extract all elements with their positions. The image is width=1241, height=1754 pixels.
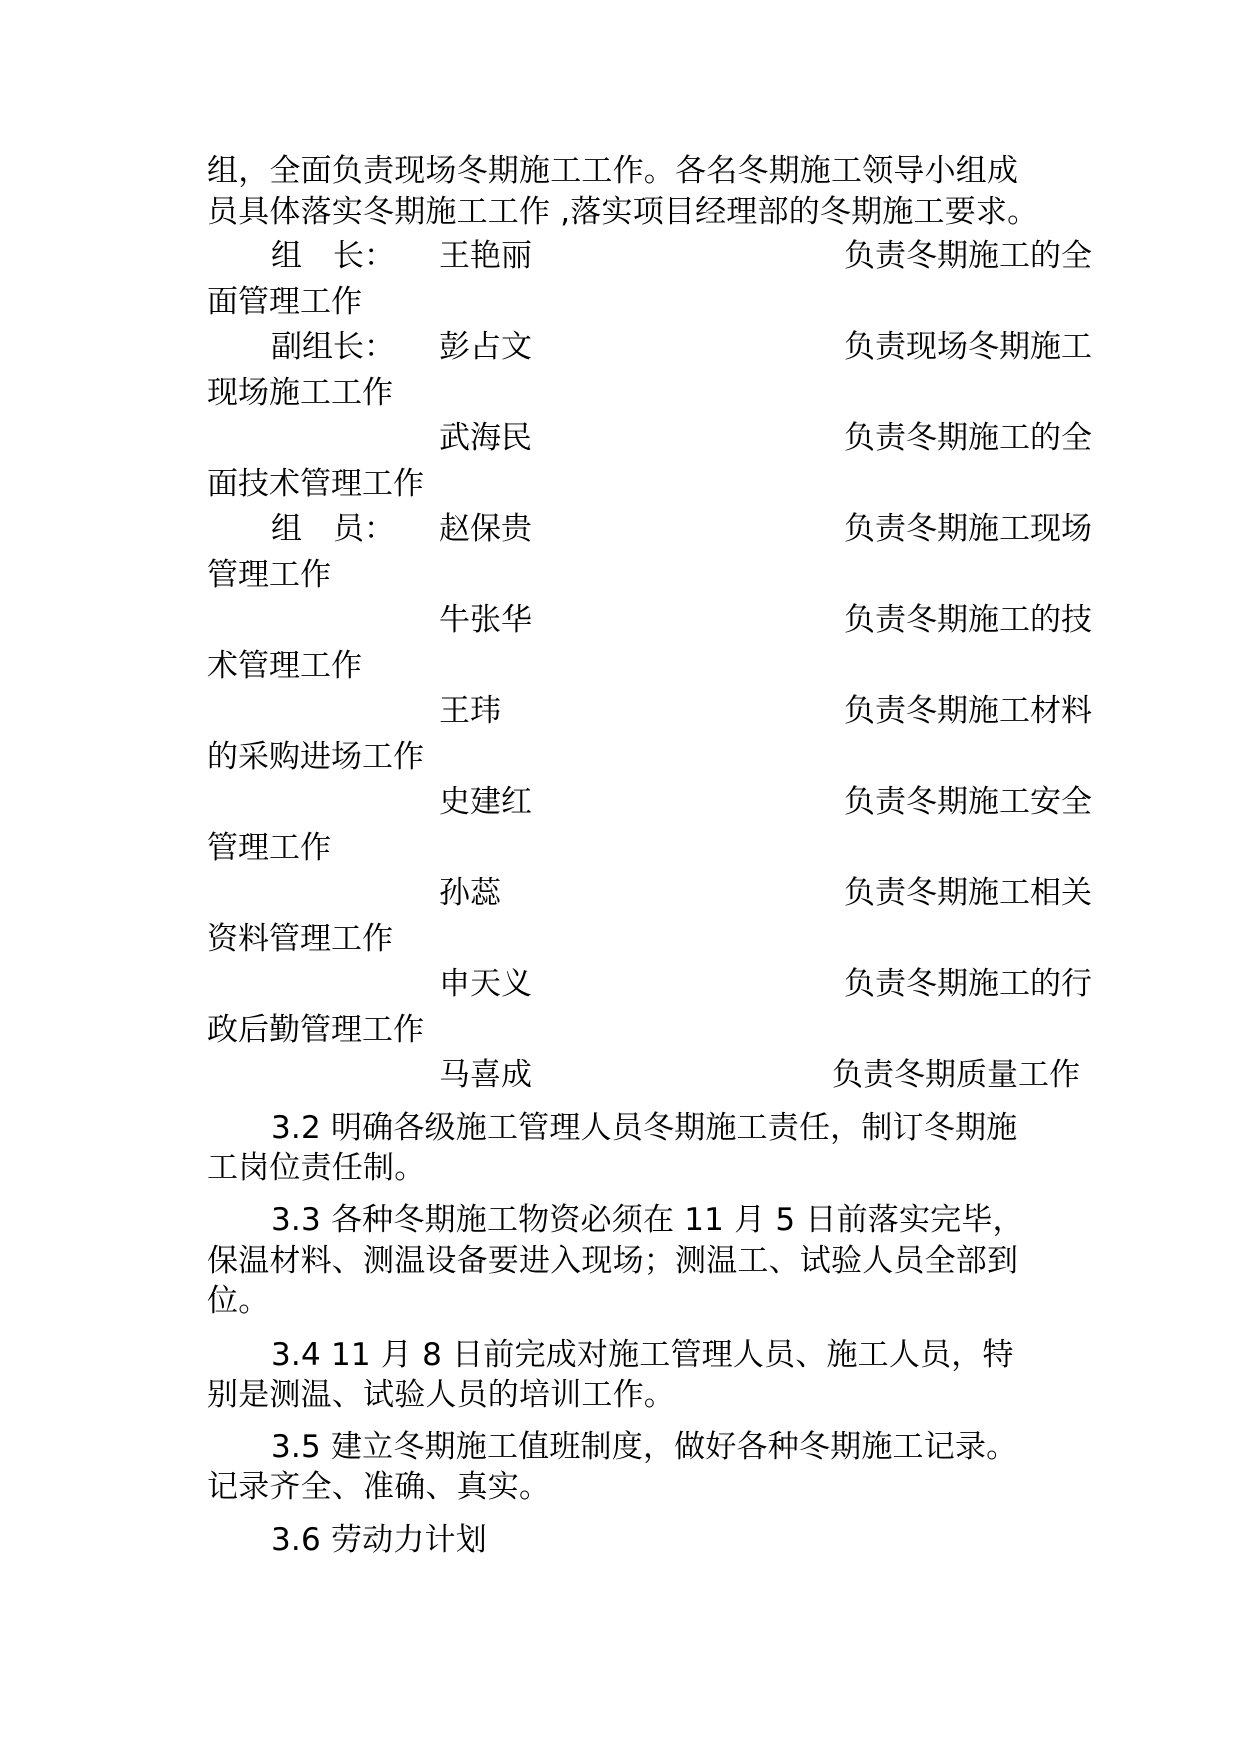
section-3-3-line-2: 保温材料、测温设备要进入现场；测温工、试验人员全部到 <box>207 1243 1019 1279</box>
member-duty-cont: 现场施工工作 <box>207 375 393 411</box>
member-name: 牛张华 <box>439 602 532 638</box>
member-name: 彭占文 <box>439 329 532 365</box>
section-3-3-line-1: 3.3 各种冬期施工物资必须在 11 月 5 日前落实完毕， <box>271 1202 1024 1238</box>
member-duty: 负责冬期施工的技 <box>844 602 1092 638</box>
section-3-6-heading: 3.6 劳动力计划 <box>271 1522 487 1558</box>
member-name: 王艳丽 <box>439 238 532 274</box>
member-name: 马喜成 <box>439 1057 532 1093</box>
section-3-5-line-1: 3.5 建立冬期施工值班制度，做好各种冬期施工记录。 <box>271 1429 1018 1465</box>
member-name: 申天义 <box>439 966 532 1002</box>
member-duty: 负责冬期施工材料 <box>844 693 1092 729</box>
member-name: 史建红 <box>439 784 532 820</box>
section-3-2-line-1: 3.2 明确各级施工管理人员冬期施工责任，制订冬期施 <box>271 1110 1018 1146</box>
member-name: 赵保贵 <box>439 511 532 547</box>
member-duty-cont: 的采购进场工作 <box>207 739 424 775</box>
section-3-4-line-1: 3.4 11 月 8 日前完成对施工管理人员、施工人员，特 <box>271 1337 1014 1373</box>
member-role: 组 员： <box>271 511 395 547</box>
section-3-5-line-2: 记录齐全、准确、真实。 <box>207 1469 551 1505</box>
member-duty-cont: 术管理工作 <box>207 648 362 684</box>
member-duty: 负责冬期施工相关 <box>844 875 1092 911</box>
member-duty: 负责冬期施工现场 <box>844 511 1092 547</box>
member-duty: 负责冬期施工的全 <box>844 238 1092 274</box>
member-duty-cont: 管理工作 <box>207 830 331 866</box>
member-name: 孙蕊 <box>439 875 501 911</box>
section-3-3-line-3: 位。 <box>207 1283 270 1319</box>
section-3-4-line-2: 别是测温、试验人员的培训工作。 <box>207 1377 675 1413</box>
member-duty: 负责冬期质量工作 <box>832 1057 1080 1093</box>
member-name: 王玮 <box>439 693 501 729</box>
member-duty: 负责冬期施工安全 <box>844 784 1092 820</box>
member-duty: 负责冬期施工的行 <box>844 966 1092 1002</box>
member-duty-cont: 资料管理工作 <box>207 921 393 957</box>
member-duty: 负责冬期施工的全 <box>844 420 1092 456</box>
member-duty-cont: 管理工作 <box>207 557 331 593</box>
member-role: 组 长： <box>271 238 395 274</box>
intro-line-2: 员具体落实冬期施工工作 ,落实项目经理部的冬期施工要求。 <box>207 194 1039 230</box>
member-name: 武海民 <box>439 420 532 456</box>
member-duty-cont: 面技术管理工作 <box>207 466 424 502</box>
member-duty: 负责现场冬期施工 <box>844 329 1092 365</box>
member-duty-cont: 政后勤管理工作 <box>207 1012 424 1048</box>
section-3-2-line-2: 工岗位责任制。 <box>207 1150 426 1186</box>
member-duty-cont: 面管理工作 <box>207 284 362 320</box>
intro-line-1: 组，全面负责现场冬期施工工作。各名冬期施工领导小组成 <box>207 153 1019 189</box>
member-role: 副组长： <box>271 329 395 365</box>
